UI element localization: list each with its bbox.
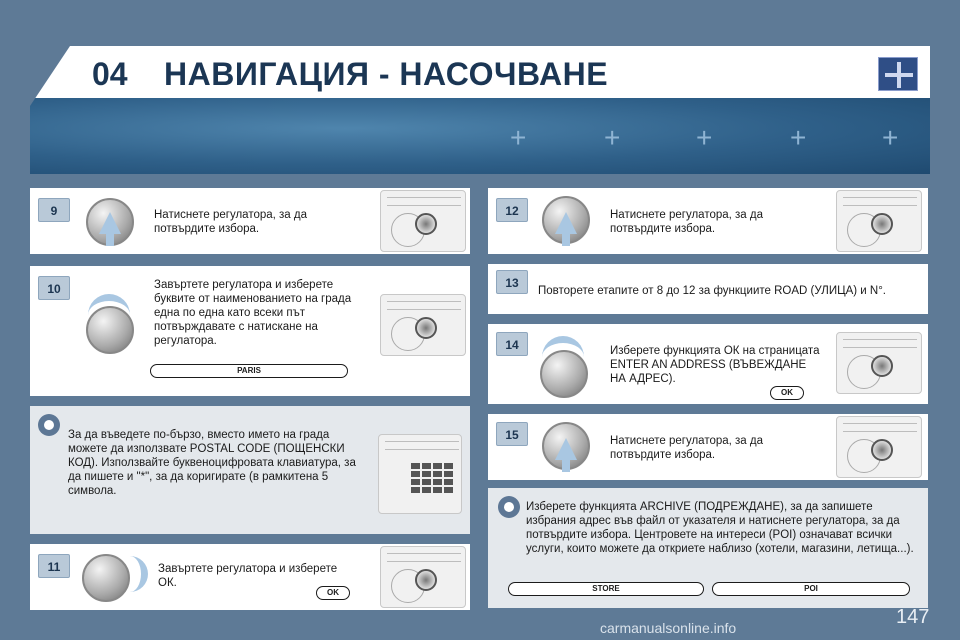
step-text: Повторете етапите от 8 до 12 за функциите ROAD (УЛИЦА) и N°.	[538, 285, 886, 297]
step-text: Натиснете регулатора, за да потвърдите избора.	[610, 435, 764, 461]
radio-unit-image	[836, 332, 922, 394]
footer-watermark: carmanualsonline.info	[600, 620, 737, 636]
tip-panel-right	[488, 488, 928, 608]
step-panel-12	[488, 188, 928, 254]
radio-keypad-image	[378, 434, 462, 514]
radio-unit-image	[380, 190, 466, 252]
step-badge: 14	[496, 332, 528, 356]
map-plus-icon: +	[790, 122, 807, 153]
step-text: Завъртете регулатора и изберете буквите от наименованието на града една по една като всеки път потвърждавате с натискане на регулатора.	[154, 279, 352, 347]
radio-unit-image	[380, 546, 466, 608]
page-title: НАВИГАЦИЯ - НАСОЧВАНЕ	[164, 56, 609, 92]
step-panel-13	[488, 264, 928, 314]
step-badge: 11	[38, 554, 70, 578]
arrow-up-icon	[555, 212, 577, 234]
step-text: Натиснете регулатора, за да потвърдите избора.	[154, 209, 308, 235]
paris-button[interactable]: PARIS	[150, 364, 348, 378]
store-button[interactable]: STORE	[508, 582, 704, 596]
arrow-up-icon	[555, 438, 577, 460]
radio-unit-image	[836, 416, 922, 478]
step-panel-15	[488, 414, 928, 480]
map-plus-icon: +	[696, 122, 713, 153]
chapter-number: 04	[92, 56, 128, 92]
step-panel-11	[30, 544, 470, 610]
map-plus-icon: +	[510, 122, 527, 153]
step-panel-9	[30, 188, 470, 254]
rotate-arrow-icon	[88, 294, 130, 320]
step-badge: 10	[38, 276, 70, 300]
poi-button[interactable]: POI	[712, 582, 910, 596]
map-plus-icon: +	[604, 122, 621, 153]
tip-text: Изберете функцията ARCHIVE (ПОДРЕЖДАНЕ), за да запишете избрания адрес във файл от указателя и натиснете регулатора, за да потвърдите избора. Центровете на интереси (POI) означават всички услуги, които можете да откриете наблизо (хотели, магазини, летища...).	[526, 501, 914, 555]
radio-unit-image	[836, 190, 922, 252]
step-badge: 12	[496, 198, 528, 222]
ok-button[interactable]: OK	[770, 386, 804, 400]
rotate-arrow-icon	[122, 556, 148, 592]
navigation-cross-icon	[878, 57, 918, 91]
step-badge: 13	[496, 270, 528, 294]
tip-icon	[38, 414, 60, 436]
step-text: Натиснете регулатора, за да потвърдите избора.	[610, 209, 764, 235]
header-corner	[30, 46, 70, 106]
tip-panel-left	[30, 406, 470, 534]
ok-button[interactable]: OK	[316, 586, 350, 600]
arrow-up-icon	[99, 212, 121, 234]
step-badge: 9	[38, 198, 70, 222]
step-badge: 15	[496, 422, 528, 446]
radio-unit-image	[380, 294, 466, 356]
step-panel-10	[30, 266, 470, 396]
tip-text: За да въведете по-бързо, вместо името на града можете да използвате POSTAL CODE (ПОЩЕНСКИ КОД). Използвайте буквеноцифровата клавиатура, за да пишете и "*", за да коригирате (в рамкитена 5 символа.	[68, 429, 356, 497]
rotate-arrow-icon	[542, 336, 584, 362]
step-panel-14	[488, 324, 928, 404]
page-number: 147	[896, 606, 930, 628]
step-text: Изберете функцията ОК на страницата ENTER AN ADDRESS (ВЪВЕЖДАНЕ НА АДРЕС).	[610, 345, 820, 385]
map-plus-icon: +	[882, 122, 899, 153]
step-text: Завъртете регулатора и изберете ОК.	[158, 563, 338, 589]
tip-icon	[498, 496, 520, 518]
page-header	[30, 46, 930, 174]
